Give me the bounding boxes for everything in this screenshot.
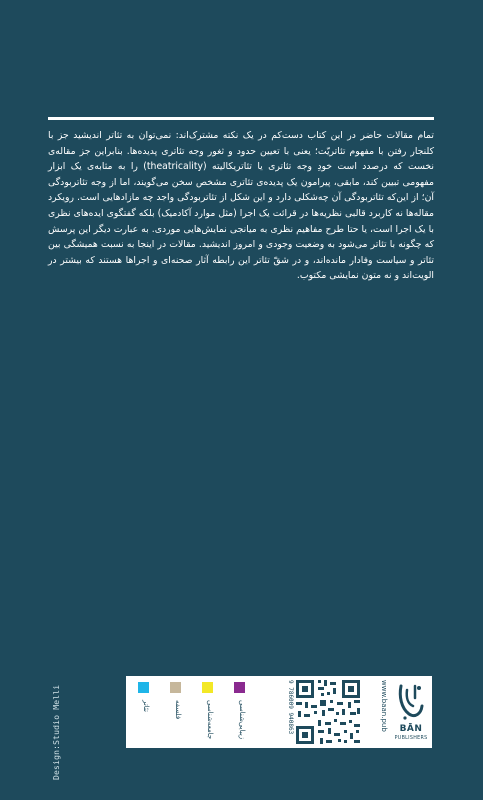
category-philosophy	[166, 682, 186, 746]
publisher-mark-icon	[395, 680, 427, 720]
category-swatch	[234, 682, 245, 693]
publisher-name: BĀN	[399, 724, 423, 734]
category-swatch	[202, 682, 213, 693]
publisher-subtitle: PUBLISHERS	[394, 736, 428, 741]
category-label: زیبایی‌شناسی	[238, 700, 246, 740]
category-sociology	[198, 682, 218, 746]
category-label: تئاتر	[142, 700, 150, 713]
qr-code-icon	[294, 678, 362, 746]
blurb-text: تمام مقالات حاضر در این کتاب دست‌کم در یک نکته مشترک‌اند: نمی‌توان به تئاتر اندیشید جز با کلنجار رفتن با مفهوم تئاتریّت؛ یعنی با تعیین حدود و ثغور وجه تئاتری پدیده‌ها. بنابراین جز مقاله‌ی نخست که درصدد است خودِ وجه تئاتری یا تئاتریکالیته (theatricality) را به مثابه‌ی یک ابزار مفهومی تبیین کند، مابقی، پیرامون یک پدیده‌ی تئاتری مشخص سخن می‌گویند، اما از وجه تئاتربودگی آن؛ از این‌که تئاتربودگی آن چه‌شکلی دارد و این شکل از تئاتربودگی واجد چه مازادهایی است. رویکرد مقاله‌ها نه کاربرد قالبی نظریه‌ها در قرائت یک اجرا (مثل موارد آکادمیک) بلکه گفتگوی ایده‌های نظری با یک اجرا است، یا حتا طرح مفاهیم نظری به میانجی نمایش‌هایی موردی. به عبارت دیگر این پرسش که چگونه با تئاتر می‌شود به وضعیت وجودی و امروز اندیشید. مقالات در اینجا به نسبت همیشگی بین تئاتر و سیاست وفادار مانده‌اند، و در شقّ تئاتر این رابطه آثار صحنه‌ای و اجراها هستند که بیشتر در الویت‌اند و نه متون نمایشی مکتوب.	[48, 130, 434, 282]
publisher-logo	[392, 680, 430, 746]
category-swatch	[138, 682, 149, 693]
website-url[interactable]: www.baan.pub	[380, 680, 388, 732]
category-theatre	[134, 682, 154, 746]
category-label: جامعه‌شناسی	[206, 700, 214, 740]
isbn-number: 9 786009 940863	[287, 680, 294, 735]
designer-credit	[51, 660, 63, 780]
category-swatch	[170, 682, 181, 693]
info-panel	[126, 676, 432, 748]
designer-credit-text: Design:Studio Melli	[52, 684, 61, 780]
category-label: فلسفه	[174, 700, 182, 720]
top-divider	[48, 117, 434, 120]
category-aesthetics	[230, 682, 250, 746]
